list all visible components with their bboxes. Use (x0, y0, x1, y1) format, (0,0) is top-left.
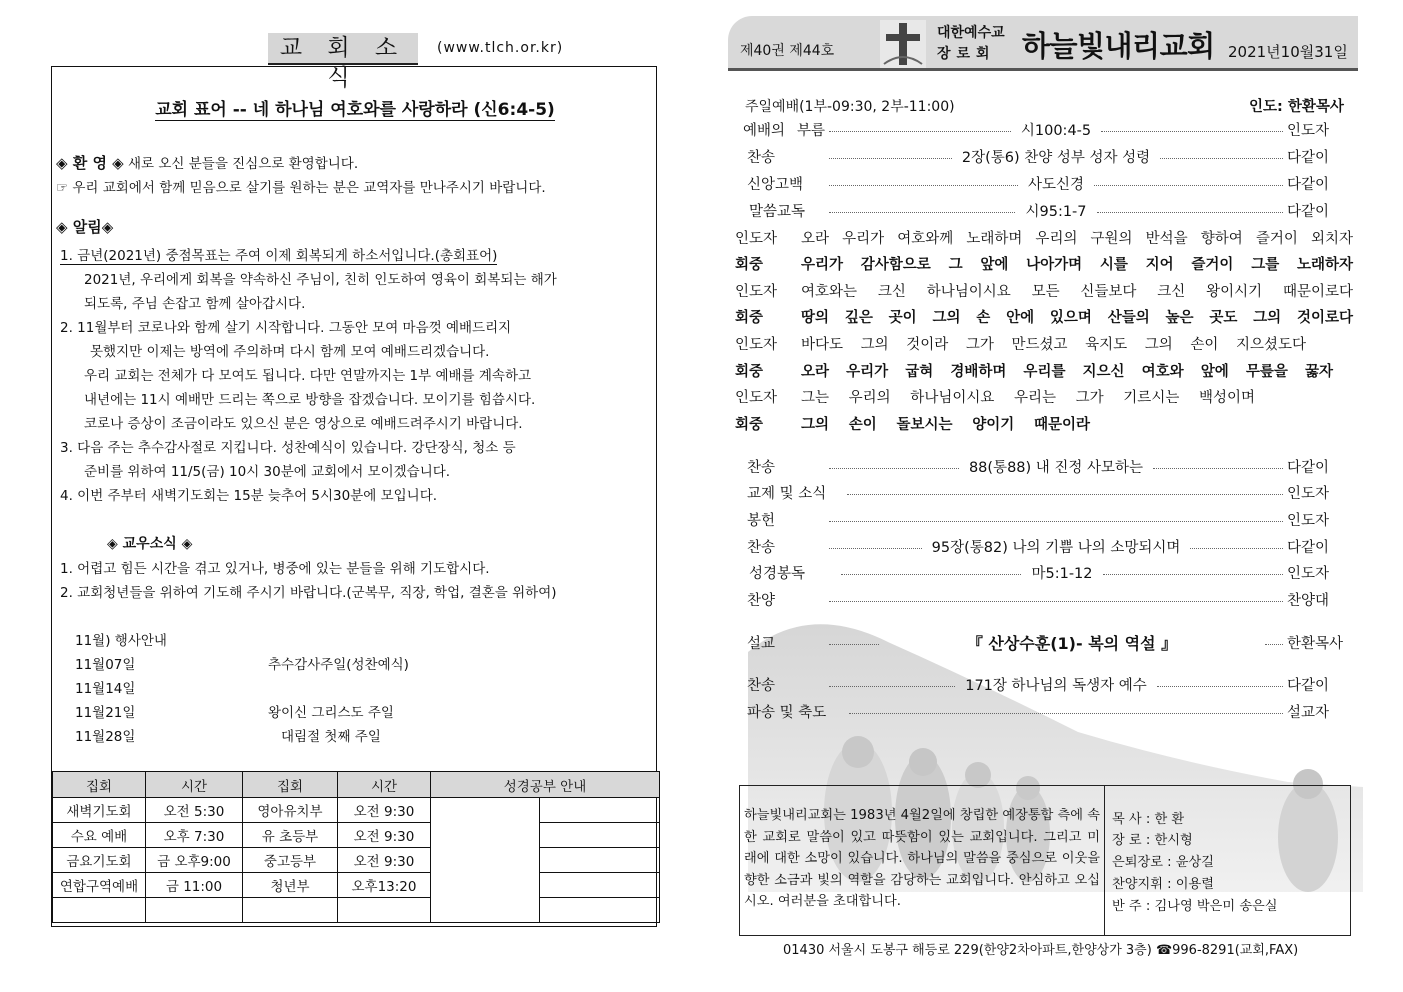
order-label: 교제 및 소식 (747, 485, 827, 502)
table-cell: 오전 9:30 (338, 798, 431, 823)
meeting-schedule-table (52, 771, 660, 923)
order-label: 말씀교독 (749, 203, 806, 220)
order-detail: 시100:4-5 (1020, 122, 1092, 139)
table-cell: 금요기도회 (53, 848, 146, 873)
table-cell: 새벽기도회 (53, 798, 146, 823)
order-performer: 다같이 (1287, 149, 1330, 166)
worship-order-item (735, 455, 1351, 477)
church-name: 하늘빛내리교회 (1022, 29, 1215, 63)
table-cell: 오전 5:30 (146, 798, 243, 823)
dot-leader (829, 521, 1283, 522)
event-date: 11월21일 (75, 705, 136, 721)
notice-line: 준비를 위하여 11/5(금) 10시 30분에 교회에서 모이겠습니다. (84, 464, 451, 480)
staff-line: 목 사 : 한 환 (1112, 812, 1185, 827)
table-cell: 연합구역예배 (53, 873, 146, 898)
reader-role: 회중 (735, 310, 764, 326)
dot-leader (829, 468, 959, 469)
event-name: 추수감사주일(성찬예식) (268, 657, 409, 673)
order-performer: 다같이 (1287, 459, 1330, 476)
responsive-reading-line (735, 386, 1255, 407)
order-detail: 시95:1-7 (1025, 203, 1087, 220)
reading-text: 오라 우리가 굽혀 경배하며 우리를 지으신 여호와 앞에 무릎을 꿇자 (801, 364, 1333, 380)
dot-leader (829, 686, 955, 687)
staff-line: 은퇴장로 : 윤상길 (1112, 855, 1215, 870)
table-cell: 오전 9:30 (338, 848, 431, 873)
members-heading: ◈ 교우소식 ◈ (107, 536, 193, 552)
notice-line: 못했지만 이제는 방역에 주의하며 다시 함께 모여 예배드리겠습니다. (90, 344, 490, 360)
header-cell: 집회 (243, 772, 338, 798)
table-cell: 오후13:20 (338, 873, 431, 898)
notice-line: 4. 이번 주부터 새벽기도회는 15분 늦추어 5시30분에 모입니다. (60, 488, 438, 504)
church-cross-logo-icon (880, 20, 926, 68)
service-time: 주일예배(1부-09:30, 2부-11:00) (745, 99, 955, 115)
dot-leader (829, 158, 952, 159)
dot-leader (1190, 548, 1283, 549)
notices-heading: ◈ 알림◈ (56, 218, 114, 236)
dot-leader (829, 212, 1015, 213)
table-header-row (53, 772, 660, 798)
responsive-reading-line (735, 333, 1306, 354)
order-performer: 다같이 (1287, 539, 1330, 556)
bible-study-cell (540, 848, 660, 873)
bible-study-cell (540, 898, 660, 923)
bible-study-cell (431, 798, 540, 923)
dot-leader (829, 131, 1011, 132)
order-label: 예배의 부름 (743, 122, 825, 139)
order-label: 찬송 (747, 539, 776, 556)
dot-leader (841, 574, 1021, 575)
dot-leader (1265, 644, 1283, 645)
info-box-divider (1104, 785, 1105, 936)
order-performer: 설교자 (1287, 704, 1330, 721)
reading-text: 땅의 깊은 곳이 그의 손 안에 있으며 산들의 높은 곳도 그의 것이로다 (801, 310, 1353, 326)
order-detail: 사도신경 (1027, 176, 1085, 193)
header-cell: 집회 (53, 772, 146, 798)
church-motto: 교회 표어 -- 네 하나님 여호와를 사랑하라 (신6:4-5) (155, 100, 555, 120)
responsive-reading-line (735, 280, 1353, 301)
order-label: 찬송 (747, 149, 776, 166)
welcome-line: ◈ 환 영 ◈ 새로 오신 분들을 진심으로 환영합니다. (56, 154, 359, 172)
order-label: 성경봉독 (749, 565, 806, 582)
table-cell: 유 초등부 (243, 823, 338, 848)
dot-leader (849, 713, 1283, 714)
worship-order-item (735, 199, 1351, 221)
order-label: 봉헌 (747, 512, 776, 529)
table-cell: 금 11:00 (146, 873, 243, 898)
responsive-reading-line (735, 413, 1090, 434)
order-detail: 88(통88) 내 진정 사모하는 (968, 459, 1144, 476)
table-cell: 금 오후9:00 (146, 848, 243, 873)
notice-line: 2021년, 우리에게 회복을 약속하신 주님이, 친히 인도하여 영육이 회복되는 해가 (84, 272, 557, 288)
member-line: 2. 교회청년들을 위하여 기도해 주시기 바랍니다.(군복무, 직장, 학업, 결혼을 위하여) (60, 585, 557, 601)
staff-line: 찬양지휘 : 이용렬 (1112, 877, 1215, 892)
order-label: 신앙고백 (747, 176, 804, 193)
order-label: 설교 (747, 635, 776, 652)
staff-line: 반 주 : 김나영 박은미 송은실 (1112, 899, 1278, 914)
dot-leader (1157, 686, 1283, 687)
denomination-line-2: 장로회 (937, 46, 996, 62)
reading-text: 바다도 그의 것이라 그가 만드셨고 육지도 그의 손이 지으셨도다 (801, 337, 1306, 353)
dot-leader (1094, 185, 1283, 186)
member-line: 1. 어렵고 힘든 시간을 겪고 있거나, 병중에 있는 분들을 위해 기도합시다. (60, 561, 490, 577)
order-performer: 인도자 (1287, 512, 1330, 529)
sermon-title: 『 산상수훈(1)- 복의 역설 』 (966, 633, 1178, 653)
order-detail: 95장(통82) 나의 기쁨 나의 소망되시며 (931, 539, 1181, 556)
worship-order-item (735, 673, 1351, 695)
sermon-preacher: 한환목사 (1287, 635, 1344, 652)
table-cell: 오후 7:30 (146, 823, 243, 848)
notice-line: 코로나 증상이 조금이라도 있으신 분은 영상으로 예배드려주시기 바랍니다. (84, 416, 523, 432)
dot-leader (847, 494, 1283, 495)
worship-order-item (735, 508, 1351, 530)
table-cell (243, 898, 338, 923)
church-introduction: 하늘빛내리교회는 1983년 4월2일에 창립한 예장통합 측에 속한 교회로 말씀이 있고 따뜻함이 있는 교회입니다. 그리고 미래에 대한 소망이 있습니다. 하나님의 말씀을 중심으로 이웃을 향한 소금과 빛의 역할을 감당하는 교회입니다. 안심하고 오십시오. 여러분을 초대합니다. (744, 808, 1100, 909)
denomination-line-1: 대한예수교 (937, 25, 1005, 41)
dot-leader (1103, 574, 1283, 575)
table-cell: 청년부 (243, 873, 338, 898)
order-performer: 찬양대 (1287, 592, 1330, 609)
worship-order-item (735, 172, 1351, 194)
worship-order-item (735, 561, 1351, 583)
worship-order-item (735, 588, 1351, 610)
event-date: 11월07일 (75, 657, 136, 673)
dot-leader (1160, 158, 1283, 159)
order-label: 찬양 (747, 592, 776, 609)
order-performer: 다같이 (1287, 677, 1330, 694)
church-address: 01430 서울시 도봉구 해등로 229(한양2차아파트,한양상가 3층) ☎996-8291(교회,FAX) (783, 943, 1299, 958)
order-performer: 인도자 (1287, 122, 1330, 139)
reading-text: 그의 손이 돌보시는 양이기 때문이라 (801, 417, 1090, 433)
reader-role: 인도자 (735, 337, 778, 353)
reader-role: 회중 (735, 417, 764, 433)
order-performer: 인도자 (1287, 565, 1330, 582)
table-row (53, 823, 660, 848)
church-news-title: 교 회 소 식 (268, 33, 418, 65)
order-label: 파송 및 축도 (747, 704, 827, 721)
bible-study-cell (540, 873, 660, 898)
worship-order-item (735, 535, 1351, 557)
header-cell: 시간 (338, 772, 431, 798)
table-row (53, 798, 660, 823)
header-cell: 시간 (146, 772, 243, 798)
table-row (53, 873, 660, 898)
reader-role: 회중 (735, 364, 764, 380)
reading-text: 오라 우리가 여호와께 노래하며 우리의 구원의 반석을 향하여 즐거이 외치자 (801, 231, 1353, 247)
header-cell: 성경공부 안내 (431, 772, 660, 798)
dot-leader (829, 185, 1018, 186)
order-detail: 마5:1-12 (1031, 565, 1093, 582)
table-cell (338, 898, 431, 923)
worship-order-item (735, 118, 1351, 140)
order-performer: 인도자 (1287, 485, 1330, 502)
dot-leader (829, 601, 1283, 602)
notice-line: 우리 교회는 전체가 다 모여도 됩니다. 다만 연말까지는 1부 예배를 계속하고 (84, 368, 532, 384)
worship-order-item (735, 481, 1351, 503)
website-link[interactable]: (www.tlch.or.kr) (437, 40, 564, 56)
notice-line: 3. 다음 주는 추수감사절로 지킵니다. 성찬예식이 있습니다. 강단장식, 청소 등 (60, 440, 516, 456)
responsive-reading-line (735, 227, 1353, 248)
staff-line: 장 로 : 한시형 (1112, 833, 1193, 848)
welcome-invite: ☞ 우리 교회에서 함께 믿음으로 살기를 원하는 분은 교역자를 만나주시기 바랍니다. (56, 180, 546, 196)
order-label: 찬송 (747, 459, 776, 476)
events-heading: 11월) 행사안내 (75, 633, 167, 649)
responsive-reading-line (735, 360, 1333, 381)
order-performer: 다같이 (1287, 176, 1330, 193)
dot-leader (1097, 212, 1283, 213)
table-cell: 오전 9:30 (338, 823, 431, 848)
event-name: 왕이신 그리스도 주일 (268, 705, 394, 721)
dot-leader (1153, 468, 1283, 469)
order-label: 찬송 (747, 677, 776, 694)
table-cell (146, 898, 243, 923)
service-leader: 인도: 한환목사 (1249, 99, 1344, 115)
worship-order-item (735, 700, 1351, 722)
order-detail: 171장 하나님의 독생자 예수 (965, 677, 1147, 694)
worship-order-item (735, 145, 1351, 167)
table-row (53, 848, 660, 873)
reader-role: 인도자 (735, 231, 778, 247)
reading-text: 여호와는 크신 하나님이시요 모든 신들보다 크신 왕이시기 때문이로다 (801, 284, 1353, 300)
table-cell: 영아유치부 (243, 798, 338, 823)
table-cell: 수요 예배 (53, 823, 146, 848)
notice-line: 되도록, 주님 손잡고 함께 살아갑시다. (84, 296, 306, 312)
order-detail: 2장(통6) 찬양 성부 성자 성령 (961, 149, 1151, 166)
notice-line: 내년에는 11시 예배만 드리는 쪽으로 방향을 잡겠습니다. 모이기를 힘씁시다. (84, 392, 536, 408)
table-cell: 중고등부 (243, 848, 338, 873)
reading-text: 그는 우리의 하나님이시요 우리는 그가 기르시는 백성이며 (801, 390, 1255, 406)
volume-number: 제40권 제44호 (740, 43, 835, 59)
reader-role: 인도자 (735, 390, 778, 406)
event-name: 대림절 첫째 주일 (281, 729, 381, 745)
reader-role: 인도자 (735, 284, 778, 300)
reading-text: 우리가 감사함으로 그 앞에 나아가며 시를 지어 즐거이 그를 노래하자 (801, 257, 1353, 273)
dot-leader (829, 548, 922, 549)
event-date: 11월14일 (75, 681, 136, 697)
table-row (53, 898, 660, 923)
sermon-line (735, 631, 1351, 653)
reader-role: 회중 (735, 257, 764, 273)
event-date: 11월28일 (75, 729, 136, 745)
bulletin-date: 2021년10월31일 (1228, 43, 1348, 61)
table-cell (53, 898, 146, 923)
responsive-reading-line (735, 253, 1353, 274)
dot-leader (829, 644, 879, 645)
responsive-reading-line (735, 306, 1353, 327)
notice-line: 1. 금년(2021년) 중점목표는 주여 이제 회복되게 하소서입니다.(총회표어) (60, 248, 498, 264)
bible-study-cell (540, 798, 660, 823)
dot-leader (1101, 131, 1283, 132)
bible-study-cell (540, 823, 660, 848)
order-performer: 다같이 (1287, 203, 1330, 220)
notice-line: 2. 11월부터 코로나와 함께 살기 시작합니다. 그동안 모여 마음껏 예배드리지 (60, 320, 512, 336)
